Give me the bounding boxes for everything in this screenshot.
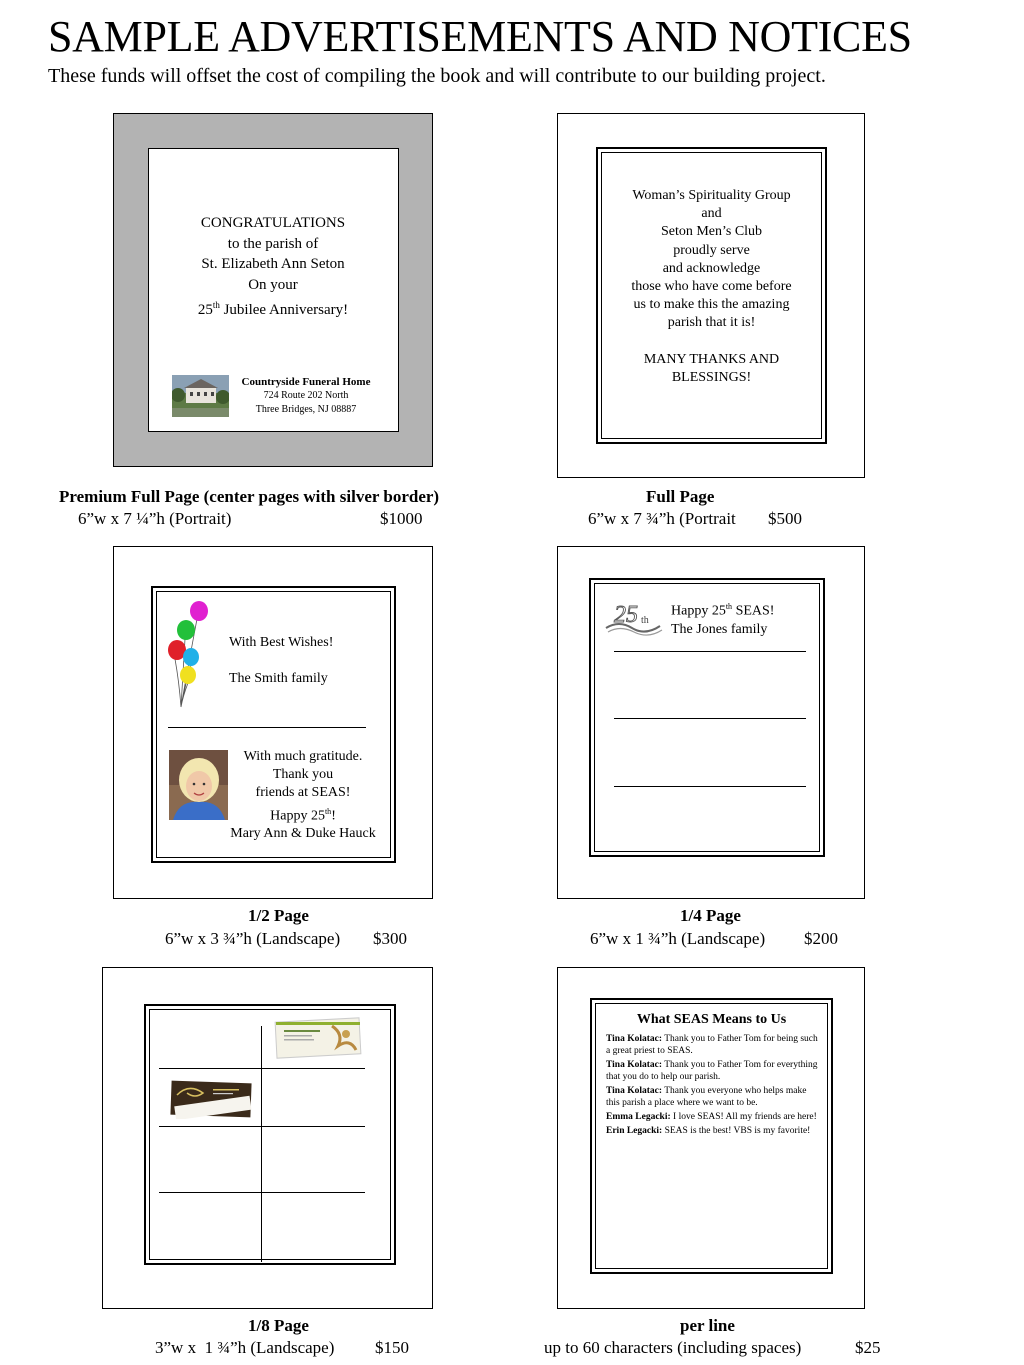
svg-text:th: th xyxy=(641,615,649,626)
quarter-divider-3 xyxy=(614,786,806,787)
svg-text:25: 25 xyxy=(614,602,638,628)
gratitude-line-2: Thank you xyxy=(272,767,334,783)
premium-line-1: CONGRATULATIONS xyxy=(200,215,346,231)
full-line-5: and acknowledge xyxy=(662,260,761,276)
caption-half-price: $300 xyxy=(373,929,407,948)
balloons-image xyxy=(167,601,211,711)
full-line-3: Seton Men’s Club xyxy=(660,224,763,240)
premium-ad-panel xyxy=(113,113,433,467)
caption-premium-price: $1000 xyxy=(380,509,423,528)
caption-perline-price: $25 xyxy=(855,1338,881,1357)
full-page-ad-card xyxy=(596,147,827,444)
funeral-home-name: Countryside Funeral Home xyxy=(241,376,371,388)
quarter-divider-2 xyxy=(614,718,806,719)
per-line-heading: What SEAS Means to Us xyxy=(636,1012,787,1027)
caption-full-size: 6”w x 7 ¾”h (Portrait xyxy=(588,509,736,528)
per-line-entry: Tina Kolatac: Thank you to Father Tom for being such a great priest to SEAS. xyxy=(606,1034,818,1057)
quarter-divider-1 xyxy=(614,651,806,652)
eighth-divider-2 xyxy=(159,1126,365,1127)
gratitude-text xyxy=(223,748,383,844)
caption-premium-name: Premium Full Page (center pages with silver border) xyxy=(59,487,440,506)
full-line-6: those who have come before xyxy=(631,279,792,295)
premium-line-3: St. Elizabeth Ann Seton xyxy=(201,256,345,272)
gratitude-line-1: With much gratitude. xyxy=(243,749,363,764)
portrait-photo xyxy=(169,750,228,820)
half-page-ad-card xyxy=(151,586,396,863)
page-subtitle: These funds will offset the cost of compiling the book and will contribute to our building project. xyxy=(48,65,826,87)
premium-ad-card xyxy=(148,148,399,432)
per-line-entry: Erin Legacki: SEAS is the best! VBS is my favorite! xyxy=(606,1126,811,1137)
premium-ad-message xyxy=(149,213,397,321)
half-divider xyxy=(168,727,366,728)
per-line-ad-card xyxy=(590,998,833,1274)
funeral-home-address: 724 Route 202 North xyxy=(263,390,349,401)
jones-line-2: The Jones family xyxy=(671,621,768,637)
full-line-4: proudly serve xyxy=(673,242,750,258)
jones-ad-text xyxy=(671,598,774,639)
eighth-divider-3 xyxy=(159,1192,365,1193)
gratitude-line-5: Mary Ann & Duke Hauck xyxy=(230,826,376,842)
eighth-page-ad-panel xyxy=(102,967,433,1309)
caption-perline-name: per line xyxy=(680,1316,735,1335)
business-card-image-2 xyxy=(169,1079,253,1119)
full-page-ad-panel xyxy=(557,113,865,478)
caption-eighth-size: 3”w x 1 ¾”h (Landscape) xyxy=(155,1338,335,1357)
full-page-message xyxy=(598,187,825,387)
eighth-vertical-divider xyxy=(261,1026,262,1262)
gratitude-line-4: Happy 25th! xyxy=(270,806,336,824)
business-card-image-1 xyxy=(272,1016,364,1060)
caption-eighth-name: 1/8 Page xyxy=(248,1316,309,1335)
caption-eighth-price: $150 xyxy=(375,1338,409,1357)
quarter-page-ad-panel xyxy=(557,546,865,899)
premium-line-4: On your xyxy=(248,276,298,293)
full-line-1: Woman’s Spirituality Group xyxy=(632,188,791,203)
caption-full-name: Full Page xyxy=(646,487,715,506)
caption-full-price: $500 xyxy=(768,509,802,528)
premium-line-2: to the parish of xyxy=(227,235,319,252)
anniversary-25th-logo xyxy=(604,598,664,638)
full-closing-1: MANY THANKS AND xyxy=(643,351,780,367)
quarter-page-ad-card xyxy=(589,578,825,857)
jones-line-1: Happy 25th SEAS! xyxy=(671,602,775,619)
caption-quarter-price: $200 xyxy=(804,929,838,948)
per-line-entry: Emma Legacki: I love SEAS! All my friends are here! xyxy=(606,1112,817,1123)
full-closing-2: BLESSINGS! xyxy=(671,369,752,385)
best-wishes-text xyxy=(229,634,333,688)
half-page-ad-panel xyxy=(113,546,433,899)
funeral-home-photo xyxy=(172,375,229,417)
funeral-home-city: Three Bridges, NJ 08887 xyxy=(255,404,357,415)
page-title: SAMPLE ADVERTISEMENTS AND NOTICES xyxy=(48,12,912,61)
full-line-7: us to make this the amazing xyxy=(633,297,790,313)
per-line-entries xyxy=(606,1033,818,1139)
per-line-entry: Tina Kolatac: Thank you to Father Tom for everything that you do to help our parish. xyxy=(606,1060,818,1083)
caption-half-size: 6”w x 3 ¾”h (Landscape) xyxy=(165,929,341,948)
eighth-page-ad-card xyxy=(144,1004,396,1265)
best-wishes-line: With Best Wishes! xyxy=(229,635,334,650)
per-line-ad-panel xyxy=(557,967,865,1309)
premium-line-5: 25th Jubilee Anniversary! xyxy=(197,300,349,318)
full-line-2: and xyxy=(701,206,722,222)
full-line-8: parish that it is! xyxy=(667,315,756,331)
eighth-divider-1 xyxy=(159,1068,365,1069)
caption-quarter-size: 6”w x 1 ¾”h (Landscape) xyxy=(590,929,766,948)
per-line-entry: Tina Kolatac: Thank you everyone who helps make this parish a place where we want to be. xyxy=(606,1086,807,1109)
gratitude-line-3: friends at SEAS! xyxy=(255,785,351,801)
caption-quarter-name: 1/4 Page xyxy=(680,906,741,925)
caption-premium-size: 6”w x 7 ¼”h (Portrait) xyxy=(78,509,232,528)
smith-family-line: The Smith family xyxy=(229,671,328,687)
caption-half-name: 1/2 Page xyxy=(248,906,309,925)
caption-perline-size: up to 60 characters (including spaces) xyxy=(544,1338,802,1357)
funeral-home-info xyxy=(231,375,381,417)
